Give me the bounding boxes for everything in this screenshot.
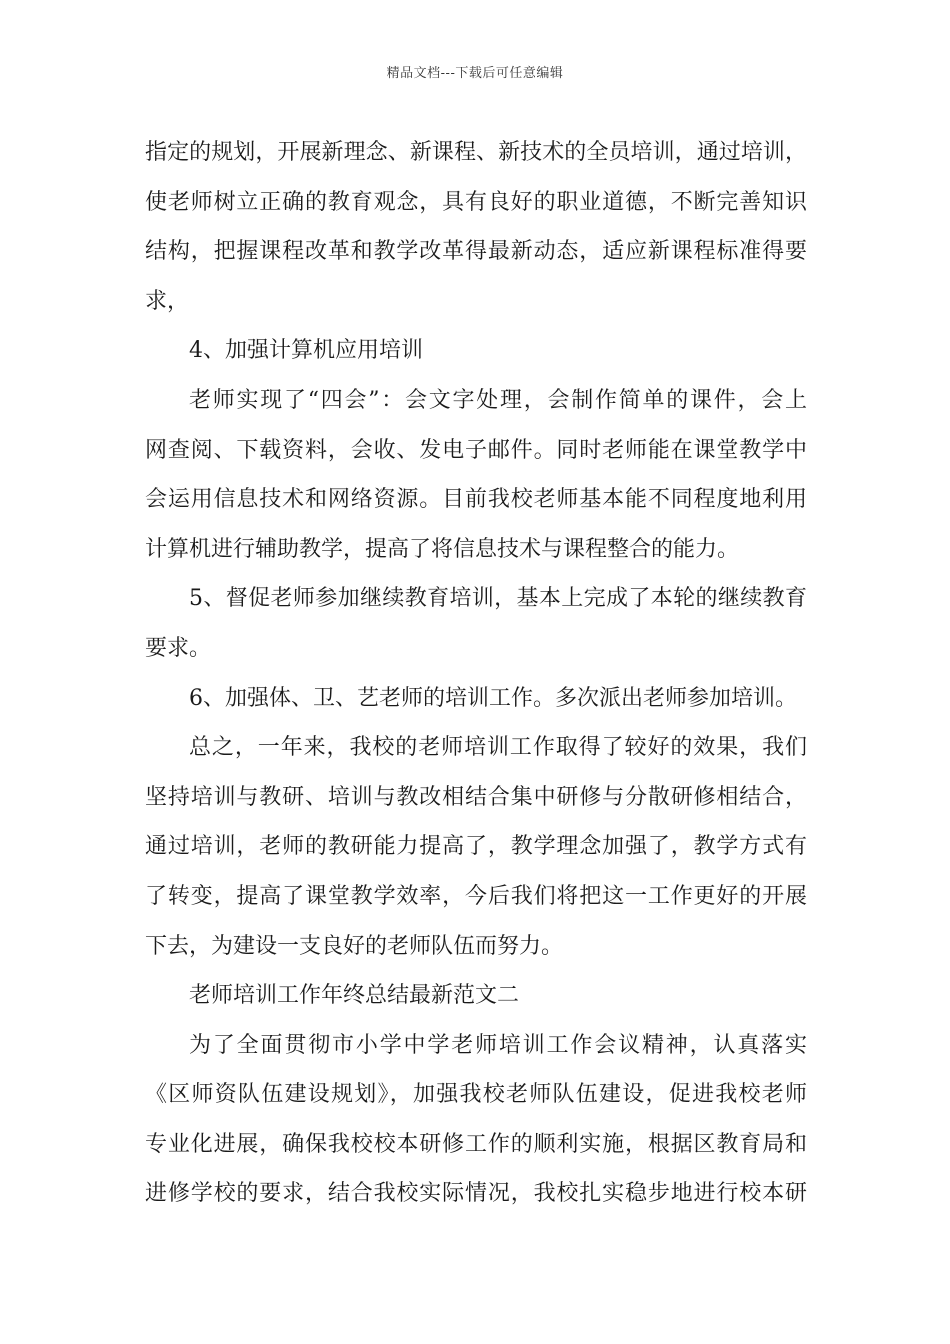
text-line: 通过培训，老师的教研能力提高了，教学理念加强了，教学方式有	[145, 834, 807, 860]
text-line: 4、加强计算机应用培训	[189, 338, 423, 364]
text-line: 了转变，提高了课堂教学效率，今后我们将把这一工作更好的开展	[145, 883, 807, 909]
text-line: 会运用信息技术和网络资源。目前我校老师基本能不同程度地利用	[145, 487, 807, 513]
text-line: 6、加强体、卫、艺老师的培训工作。多次派出老师参加培训。	[189, 685, 797, 711]
text-line: 指定的规划，开展新理念、新课程、新技术的全员培训，通过培训，	[145, 140, 807, 165]
text-line: 要求。	[145, 635, 212, 661]
text-line: 《区师资队伍建设规划》，加强我校老师队伍建设，促进我校老师	[145, 1082, 807, 1108]
text-line: 结构，把握课程改革和教学改革得最新动态，适应新课程标准得要	[145, 239, 807, 265]
text-line: 坚持培训与教研、培训与教改相结合集中研修与分散研修相结合，	[145, 784, 807, 810]
text-line: 下去，为建设一支良好的老师队伍而努力。	[145, 933, 564, 959]
text-line: 老师实现了“四会”：会文字处理，会制作简单的课件，会上	[189, 387, 807, 413]
text-line: 老师培训工作年终总结最新范文二	[189, 983, 520, 1009]
text-line: 专业化进展，确保我校校本研修工作的顺利实施，根据区教育局和	[145, 1131, 807, 1157]
text-line: 为了全面贯彻市小学中学老师培训工作会议精神，认真落实	[189, 1032, 807, 1058]
text-line: 网查阅、下载资料，会收、发电子邮件。同时老师能在课堂教学中	[145, 437, 807, 463]
page-header: 精品文档---下载后可任意编辑	[386, 66, 564, 81]
text-line: 5、督促老师参加继续教育培训，基本上完成了本轮的继续教育	[189, 586, 807, 612]
text-line: 求，	[145, 288, 190, 314]
text-line: 总之，一年来，我校的老师培训工作取得了较好的效果，我们	[189, 735, 807, 761]
text-line: 计算机进行辅助教学，提高了将信息技术与课程整合的能力。	[145, 536, 740, 562]
text-line: 进修学校的要求，结合我校实际情况，我校扎实稳步地进行校本研	[145, 1181, 807, 1207]
document-body	[145, 128, 807, 1219]
text-line: 使老师树立正确的教育观念，具有良好的职业道德，不断完善知识	[145, 189, 807, 215]
